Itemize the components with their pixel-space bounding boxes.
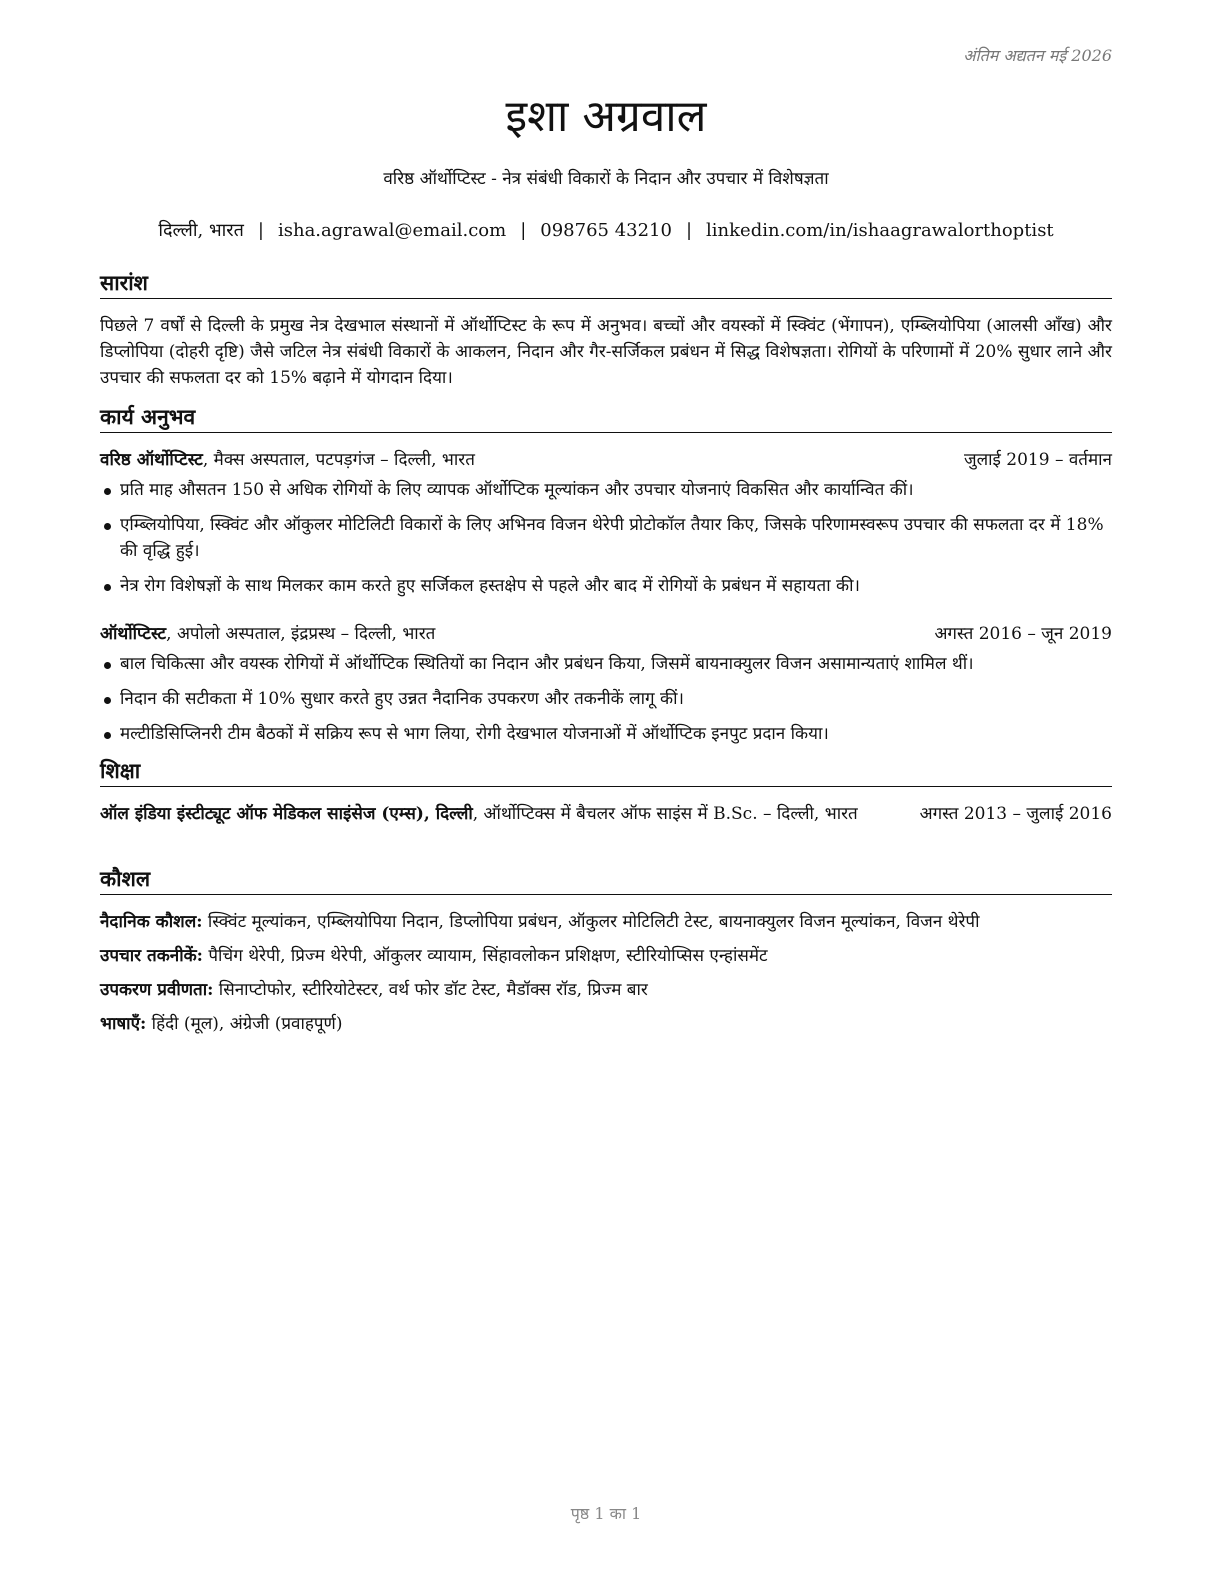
education-section [100, 758, 1112, 827]
job-bullet-text: मल्टीडिसिप्लिनरी टीम बैठकों में सक्रिय रूप से भाग लिया, रोगी देखभाल योजनाओं में ऑर्थोप्टिक इनपुट प्रदान किया। [120, 724, 829, 744]
job-bullets [100, 651, 1112, 747]
job-bullet-text: बाल चिकित्सा और वयस्क रोगियों में ऑर्थोप्टिक स्थितियों का निदान और प्रबंधन किया, जिसमें बायनाक्युलर विजन असामान्यताएं शामिल थीं। [120, 654, 974, 674]
summary-text: पिछले 7 वर्षों से दिल्ली के प्रमुख नेत्र देखभाल संस्थानों में ऑर्थोप्टिस्ट के रूप में अनुभव। बच्चों और वयस्कों में स्क्विंट (भेंगापन), एम्ब्लियोपिया (आलसी आँख) और डिप्लोपिया (दोहरी दृष्टि) जैसे जटिल नेत्र संबंधी विकारों के आकलन, निदान और गैर-सर्जिकल प्रबंधन में सिद्ध विशेषज्ञता। रोगियों के परिणामों में 20% सुधार लाने और उपचार की सफलता दर को 15% बढ़ाने में योगदान दिया। [100, 316, 1112, 388]
experience-title: कार्य अनुभव [100, 404, 1112, 433]
summary-title: सारांश [100, 270, 1112, 299]
contact-separator: | [685, 220, 693, 241]
job-org: , मैक्स अस्पताल, पटपड़गंज – दिल्ली, भारत [202, 450, 475, 470]
bullet-icon [104, 662, 111, 669]
education-degree: , ऑर्थोप्टिक्स में बैचलर ऑफ साइंस में B.Sc. – दिल्ली, भारत [472, 804, 858, 824]
job-bullet [100, 721, 1112, 747]
job-bullet [100, 651, 1112, 677]
job-role: ऑर्थोप्टिस्ट [100, 624, 167, 644]
skills-title: कौशल [100, 866, 1112, 895]
skill-value: स्क्विंट मूल्यांकन, एम्ब्लियोपिया निदान, डिप्लोपिया प्रबंधन, ऑकुलर मोटिलिटी टेस्ट, बायनाक्युलर विजन मूल्यांकन, विजन थेरेपी [202, 912, 980, 932]
job-bullet [100, 686, 1112, 712]
job-entry [100, 621, 1112, 747]
job-role: वरिष्ठ ऑर्थोप्टिस्ट [100, 450, 203, 470]
skill-line [100, 1011, 1112, 1037]
job-entry [100, 447, 1112, 599]
job-bullet-text: नेत्र रोग विशेषज्ञों के साथ मिलकर काम करते हुए सर्जिकल हस्तक्षेप से पहले और बाद में रोगियों के प्रबंधन में सहायता की। [120, 576, 860, 596]
experience-section [100, 404, 1112, 756]
skill-line [100, 943, 1112, 969]
skill-label: भाषाएँ: [100, 1014, 147, 1034]
resume-page [100, 0, 1112, 1584]
skill-value: हिंदी (मूल), अंग्रेजी (प्रवाहपूर्ण) [146, 1014, 343, 1034]
candidate-name: इशा अग्रवाल [505, 91, 707, 142]
job-bullet-text: निदान की सटीकता में 10% सुधार करते हुए उन्नत नैदानिक उपकरण और तकनीकें लागू कीं। [120, 689, 684, 709]
skill-value: पैचिंग थेरेपी, प्रिज्म थेरेपी, ऑकुलर व्यायाम, सिंहावलोकन प्रशिक्षण, स्टीरियोप्सिस एन्हांसमेंट [202, 946, 768, 966]
job-bullet [100, 512, 1112, 564]
bullet-icon [104, 584, 111, 591]
education-entry [100, 801, 1112, 827]
job-header [100, 447, 1112, 473]
job-bullet [100, 477, 1112, 503]
contact-email[interactable]: isha.agrawal@email.com [277, 220, 507, 241]
job-dates: जुलाई 2019 – वर्तमान [963, 450, 1112, 470]
contact-location: दिल्ली, भारत [158, 220, 244, 241]
skill-label: उपकरण प्रवीणता: [100, 980, 214, 1000]
skill-label: उपचार तकनीकें: [100, 946, 203, 966]
job-org: , अपोलो अस्पताल, इंद्रप्रस्थ – दिल्ली, भारत [166, 624, 436, 644]
contact-phone: 098765 43210 [540, 220, 672, 241]
education-dates: अगस्त 2013 – जुलाई 2016 [919, 804, 1112, 824]
bullet-icon [104, 488, 111, 495]
skills-section [100, 866, 1112, 1037]
skill-line [100, 977, 1112, 1003]
education-institution: ऑल इंडिया इंस्टीट्यूट ऑफ मेडिकल साइंसेज (एम्स), दिल्ली [100, 804, 473, 824]
skill-label: नैदानिक कौशल: [100, 912, 203, 932]
headline: वरिष्ठ ऑर्थोप्टिस्ट - नेत्र संबंधी विकारों के निदान और उपचार में विशेषज्ञता [383, 169, 829, 189]
bullet-icon [104, 732, 111, 739]
job-header [100, 621, 1112, 647]
bullet-icon [104, 523, 111, 530]
page-number: पृष्ठ 1 का 1 [570, 1504, 642, 1523]
job-role-org [100, 447, 475, 473]
education-details [100, 801, 890, 827]
bullet-icon [104, 697, 111, 704]
job-bullet-text: प्रति माह औसतन 150 से अधिक रोगियों के लिए व्यापक ऑर्थोप्टिक मूल्यांकन और उपचार योजनाएं विकसित और कार्यान्वित कीं। [120, 480, 914, 500]
last-updated: अंतिम अद्यतन मई 2026 [963, 46, 1112, 65]
contact-line [100, 219, 1112, 243]
job-bullets [100, 477, 1112, 599]
skill-value: सिनाप्टोफोर, स्टीरियोटेस्टर, वर्थ फोर डॉट टेस्ट, मैडॉक्स रॉड, प्रिज्म बार [213, 980, 648, 1000]
education-title: शिक्षा [100, 758, 1112, 787]
summary-section [100, 270, 1112, 391]
contact-separator: | [257, 220, 264, 241]
job-bullet-text: एम्ब्लियोपिया, स्क्विंट और ऑकुलर मोटिलिटी विकारों के लिए अभिनव विजन थेरेपी प्रोटोकॉल तैयार किए, जिसके परिणामस्वरूप उपचार की सफलता दर में 18% की वृद्धि हुई। [120, 515, 1104, 561]
skill-line [100, 909, 1112, 935]
contact-separator: | [520, 220, 527, 241]
contact-linkedin[interactable]: linkedin.com/in/ishaagrawalorthoptist [706, 220, 1054, 241]
job-bullet [100, 573, 1112, 599]
job-dates: अगस्त 2016 – जून 2019 [934, 624, 1112, 644]
job-role-org [100, 621, 435, 647]
